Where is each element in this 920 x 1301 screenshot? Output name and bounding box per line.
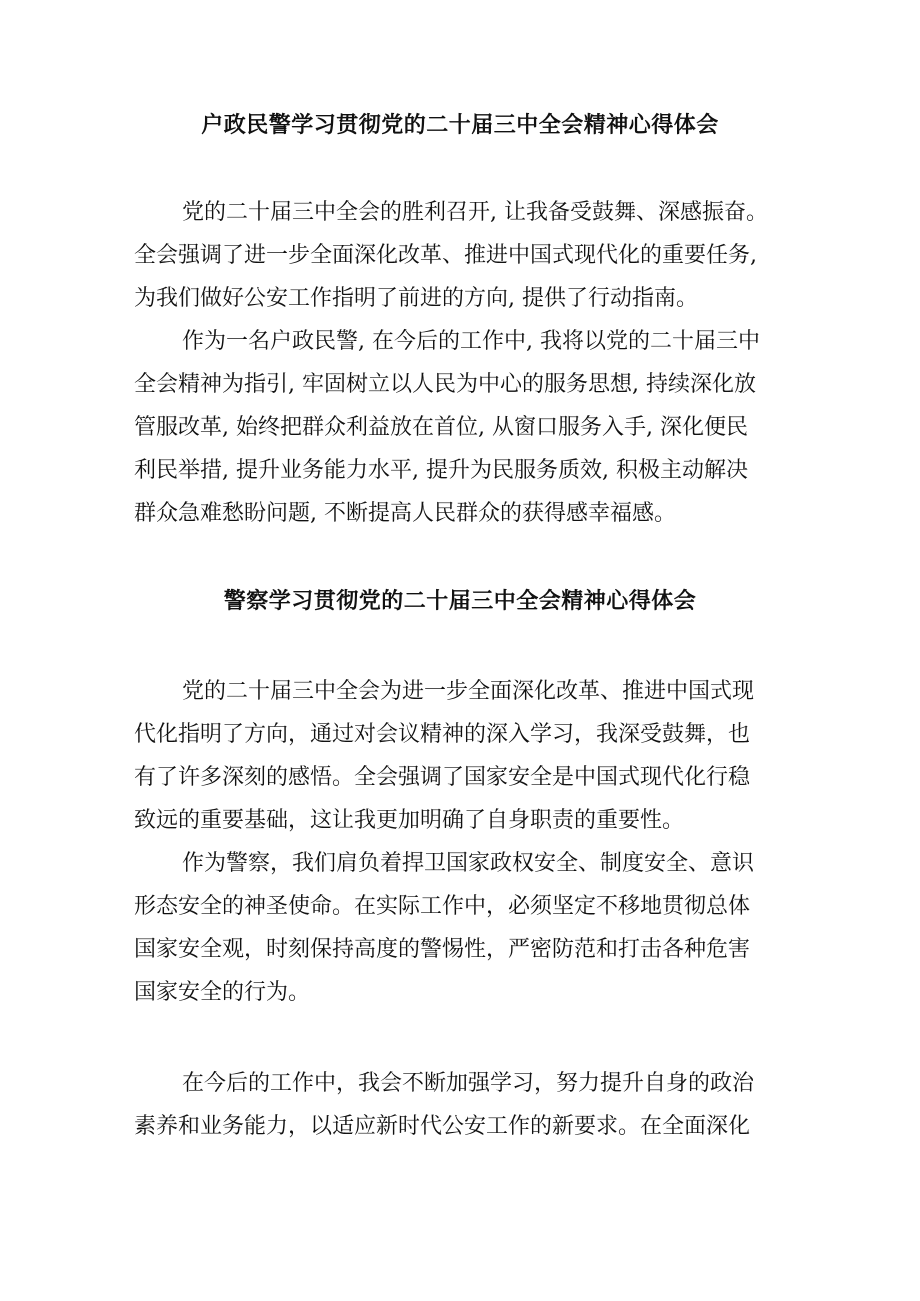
text-line: 党的二十届三中全会为进一步全面深化改革、推进中国式现 <box>182 679 755 704</box>
section-2-paragraph-2 <box>134 842 794 1014</box>
section-2-paragraph-1 <box>134 670 794 842</box>
section-1-paragraph-1 <box>134 191 794 320</box>
text-line: 素养和业务能力，以适应新时代公安工作的新要求。在全面深化 <box>134 1114 751 1139</box>
text-line: 党的二十届三中全会的胜利召开, 让我备受鼓舞、深感振奋。 <box>182 200 768 225</box>
text-line: 管服改革, 始终把群众利益放在首位, 从窗口服务入手, 深化便民 <box>134 415 748 440</box>
text-line: 为我们做好公安工作指明了前进的方向, 提供了行动指南。 <box>134 286 698 311</box>
text-line: 代化指明了方向，通过对会议精神的深入学习，我深受鼓舞，也 <box>134 722 751 747</box>
section-1-paragraph-2 <box>134 320 794 535</box>
text-line: 有了许多深刻的感悟。全会强调了国家安全是中国式现代化行稳 <box>134 765 751 790</box>
text-line: 国家安全观，时刻保持高度的警惕性，严密防范和打击各种危害 <box>134 937 751 962</box>
text-line: 作为一名户政民警, 在今后的工作中, 我将以党的二十届三中 <box>182 329 760 354</box>
section-2-paragraph-3 <box>134 1062 794 1148</box>
section-1-title: 户政民警学习贯彻党的二十届三中全会精神心得体会 <box>201 112 719 138</box>
text-line: 国家安全的行为。 <box>134 980 311 1005</box>
text-line: 全会强调了进一步全面深化改革、推进中国式现代化的重要任务, <box>134 243 757 268</box>
text-line: 形态安全的神圣使命。在实际工作中，必须坚定不移地贯彻总体 <box>134 894 751 919</box>
text-line: 致远的重要基础，这让我更加明确了自身职责的重要性。 <box>134 808 685 833</box>
section-2-title: 警察学习贯彻党的二十届三中全会精神心得体会 <box>223 588 697 614</box>
text-line: 利民举措, 提升业务能力水平, 提升为民服务质效, 积极主动解决 <box>134 458 748 483</box>
text-line: 在今后的工作中，我会不断加强学习，努力提升自身的政治 <box>182 1071 755 1096</box>
text-line: 作为警察，我们肩负着捍卫国家政权安全、制度安全、意识 <box>182 851 755 876</box>
text-line: 全会精神为指引, 牢固树立以人民为中心的服务思想, 持续深化放 <box>134 372 756 397</box>
text-line: 群众急难愁盼问题, 不断提高人民群众的获得感幸福感。 <box>134 501 676 526</box>
